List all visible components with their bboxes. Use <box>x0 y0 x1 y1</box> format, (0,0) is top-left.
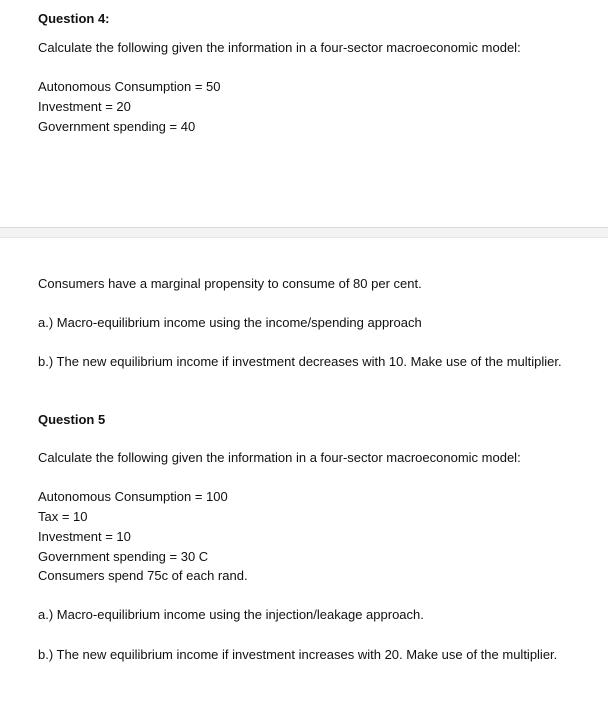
page-break-divider <box>0 227 608 238</box>
q4-given-autonomous-consumption: Autonomous Consumption = 50 <box>38 79 221 94</box>
q5-given-autonomous-consumption: Autonomous Consumption = 100 <box>38 489 228 504</box>
question-4-intro: Calculate the following given the information in a four-sector macroeconomic model: <box>38 40 521 55</box>
q5-given-tax: Tax = 10 <box>38 509 88 524</box>
question-4-heading: Question 4: <box>38 11 110 26</box>
question-5-heading: Question 5 <box>38 412 106 427</box>
q5-part-a: a.) Macro-equilibrium income using the injection/leakage approach. <box>38 607 424 622</box>
q4-part-b: b.) The new equilibrium income if investment decreases with 10. Make use of the multiplier. <box>38 354 562 369</box>
q4-part-a: a.) Macro-equilibrium income using the income/spending approach <box>38 315 422 330</box>
q5-part-b: b.) The new equilibrium income if investment increases with 20. Make use of the multiplier. <box>38 647 558 662</box>
q5-given-consumer-spending: Consumers spend 75c of each rand. <box>38 568 248 583</box>
q4-given-investment: Investment = 20 <box>38 99 131 114</box>
question-5-intro: Calculate the following given the information in a four-sector macroeconomic model: <box>38 450 521 465</box>
q5-given-investment: Investment = 10 <box>38 529 131 544</box>
q4-given-government-spending: Government spending = 40 <box>38 119 196 134</box>
q5-given-government-spending: Government spending = 30 C <box>38 549 209 564</box>
q4-mpc-statement: Consumers have a marginal propensity to consume of 80 per cent. <box>38 276 422 291</box>
